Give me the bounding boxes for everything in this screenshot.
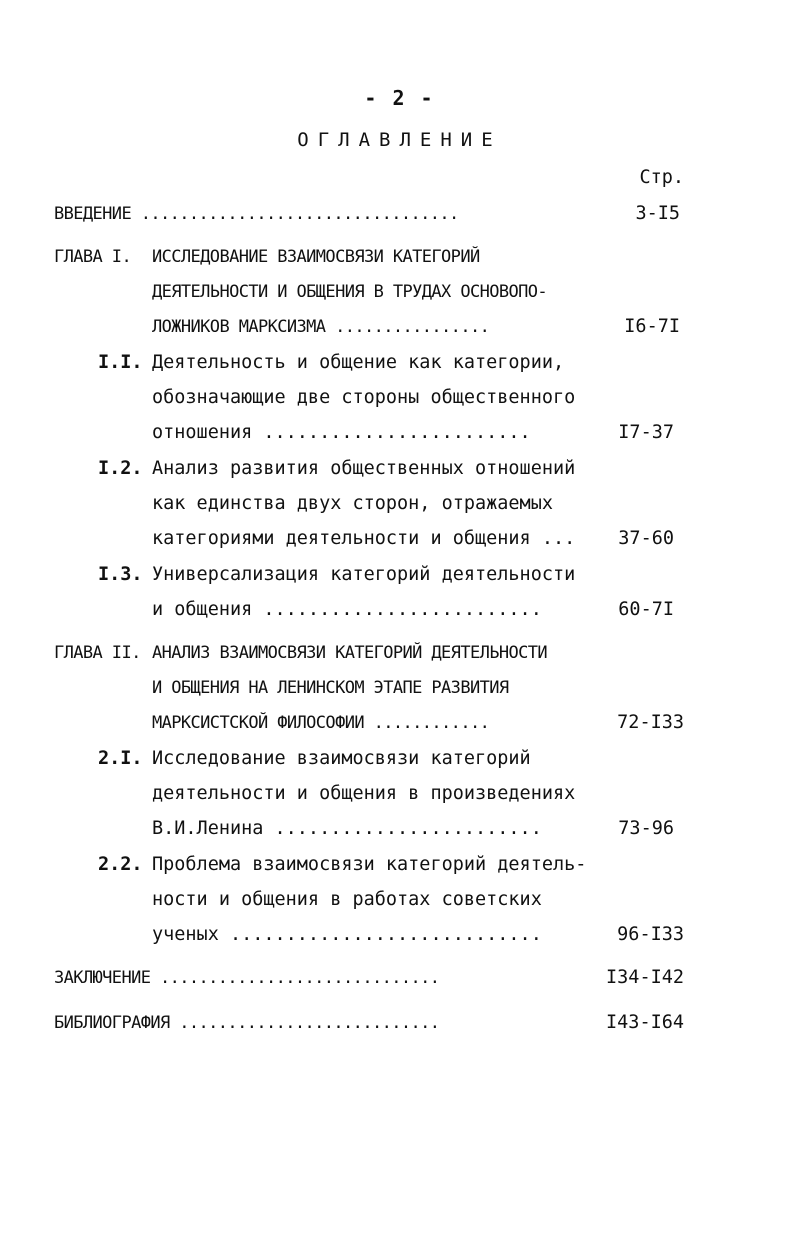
toc-entry-line: Деятельность и общение как категории, <box>152 352 565 373</box>
page-number: - 2 - <box>364 86 435 110</box>
toc-entry-line: деятельности и общения в произведениях <box>152 783 576 804</box>
toc-entry-line: ИССЛЕДОВАНИЕ ВЗАИМОСВЯЗИ КАТЕГОРИЙ <box>152 247 480 267</box>
toc-entry-pages: 96-I33 <box>617 924 684 945</box>
toc-entry-line: ученых ............................ <box>152 924 542 945</box>
toc-entry-line: ности и общения в работах советских <box>152 889 542 910</box>
toc-entry-pages: I43-I64 <box>606 1012 684 1033</box>
contents-heading: ОГЛАВЛЕНИЕ <box>297 129 502 151</box>
toc-entry-line: Универсализация категорий деятельности <box>152 564 576 585</box>
toc-entry-pages: 3-I5 <box>635 203 680 224</box>
toc-entry-pages: I6-7I <box>624 316 680 337</box>
toc-entry-line: обозначающие две стороны общественного <box>152 387 576 408</box>
toc-entry-line: МАРКСИСТСКОЙ ФИЛОСОФИИ ............ <box>152 713 490 733</box>
toc-entry-line: АНАЛИЗ ВЗАИМОСВЯЗИ КАТЕГОРИЙ ДЕЯТЕЛЬНОСТИ <box>152 643 548 663</box>
toc-entry-pages: I7-37 <box>618 422 674 443</box>
toc-entry-line: и общения ......................... <box>152 599 542 620</box>
toc-entry-label: ГЛАВА II. <box>54 643 141 663</box>
toc-entry-line: ДЕЯТЕЛЬНОСТИ И ОБЩЕНИЯ В ТРУДАХ ОСНОВОПО- <box>152 282 548 302</box>
toc-entry-line: ЛОЖНИКОВ МАРКСИЗМА ................ <box>152 317 490 337</box>
toc-entry-pages: 37-60 <box>618 528 674 549</box>
toc-entry-line: В.И.Ленина ........................ <box>152 818 542 839</box>
toc-entry-line: Анализ развития общественных отношений <box>152 458 576 479</box>
toc-entry-title: БИБЛИОГРАФИЯ ........................... <box>54 1013 440 1033</box>
toc-entry-title: ЗАКЛЮЧЕНИЕ ............................. <box>54 968 440 988</box>
toc-entry-pages: 73-96 <box>618 818 674 839</box>
toc-entry-label: I.I. <box>98 352 143 373</box>
page-column-label: Стр. <box>639 167 684 188</box>
toc-entry-line: Проблема взаимосвязи категорий деятель- <box>152 854 587 875</box>
toc-entry-pages: 60-7I <box>618 599 674 620</box>
toc-entry-pages: 72-I33 <box>617 712 684 733</box>
toc-entry-line: отношения ........................ <box>152 422 531 443</box>
toc-entry-label: I.2. <box>98 458 143 479</box>
toc-entry-label: I.3. <box>98 564 143 585</box>
toc-entry-line: Исследование взаимосвязи категорий <box>152 748 531 769</box>
toc-entry-label: 2.2. <box>98 854 143 875</box>
toc-entry-label: ГЛАВА I. <box>54 247 132 267</box>
toc-entry-pages: I34-I42 <box>606 967 684 988</box>
toc-entry-line: категориями деятельности и общения ... <box>152 528 576 549</box>
toc-entry-label: 2.I. <box>98 748 143 769</box>
toc-entry-line: как единства двух сторон, отражаемых <box>152 493 553 514</box>
toc-entry-line: И ОБЩЕНИЯ НА ЛЕНИНСКОМ ЭТАПЕ РАЗВИТИЯ <box>152 678 509 698</box>
toc-entry-title: ВВЕДЕНИЕ ................................. <box>54 204 459 224</box>
